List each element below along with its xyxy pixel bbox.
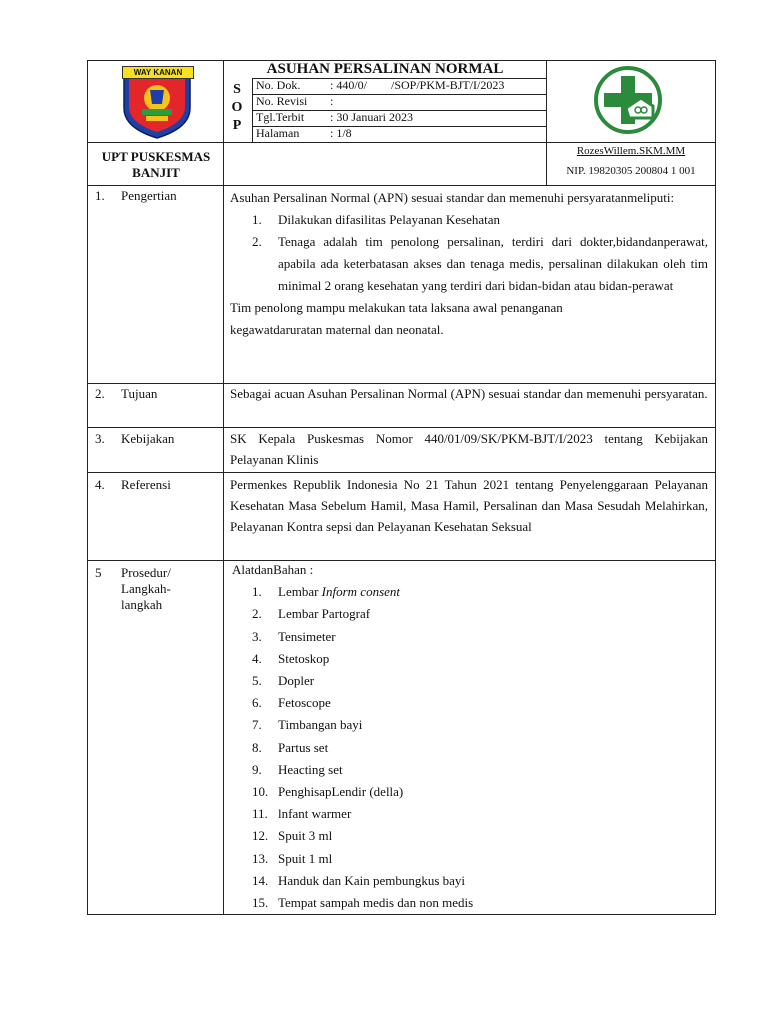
meta-label: No. Revisi (256, 94, 308, 108)
meta-value: : 30 Januari 2023 (330, 110, 413, 124)
list-item (252, 870, 706, 892)
section-content: Permenkes Republik Indonesia No 21 Tahun 2021 tentang Penyelenggaraan Pelayanan Kesehatan Masa Sebelum Hamil, Masa Hamil, Persalinan dan Masa Sesudah Melahirkan, Pelayanan Kontra sepsi dan Pelayanan Kesehatan Seksual (230, 477, 708, 534)
list-item-number: 3. (252, 628, 262, 644)
meta-value: : 440/0/ /SOP/PKM-BJT/I/2023 (330, 78, 505, 92)
list-item-number: 5. (252, 673, 262, 689)
meta-label: Halaman (256, 126, 300, 140)
meta-table (256, 78, 546, 142)
list-item (252, 759, 706, 781)
list-item-text: Timbangan bayi (278, 717, 363, 733)
list-item-number: 11. (252, 806, 268, 822)
list-item (252, 825, 706, 847)
list-item-number: 13. (252, 850, 269, 866)
list-item-number: 9. (252, 761, 262, 777)
list-item-text: Stetoskop (278, 650, 330, 666)
list-item-number: 8. (252, 739, 262, 755)
list-item (252, 648, 706, 670)
section-content: SK Kepala Puskesmas Nomor 440/01/09/SK/PKM-BJT/I/2023 tentang Kebijakan Pelayanan Klinis (230, 431, 708, 467)
section-label: Kebijakan (121, 431, 175, 446)
logo-banner-text: WAY KANAN (122, 66, 194, 79)
list-item (252, 692, 706, 714)
section-number: 2. (95, 386, 105, 401)
list-item (252, 670, 706, 692)
list-item-text: Tensimeter (278, 628, 336, 644)
list-item-number: 6. (252, 695, 262, 711)
puskesmas-logo (593, 64, 663, 136)
list-item (252, 848, 706, 870)
list-heading: AlatdanBahan : (232, 562, 314, 577)
list-item: 1. Dilakukan difasilitas Pelayanan Kesehatan (252, 212, 501, 227)
section-label: Referensi (121, 477, 171, 492)
list-item-number: 14. (252, 872, 269, 888)
list-item-text: Lembar Partograf (278, 606, 371, 622)
list-item-number: 15. (252, 895, 269, 911)
list-item-text: Tempat sampah medis dan non medis (278, 895, 474, 911)
list-item-text: Dilakukan difasilitas Pelayanan Kesehatan (278, 212, 501, 227)
list-item-text: Spuit 3 ml (278, 828, 333, 844)
list-item-italic-text: Inform consent (321, 584, 401, 600)
sop-letter: O (231, 100, 243, 115)
list-item-text: Fetoscope (278, 695, 331, 711)
signer-nip: NIP. 19820305 200804 1 001 (566, 165, 696, 177)
list-item (252, 737, 706, 759)
list-item-number: 4. (252, 650, 262, 666)
section-content (232, 559, 706, 914)
sop-letter: P (232, 118, 242, 133)
list-item-text: PenghisapLendir (della) (278, 784, 404, 800)
paragraph: Tim penolong mampu melakukan tata laksana awal penanganan kegawatdaruratan maternal dan neonatal. (230, 300, 563, 337)
sop-letter: S (233, 82, 241, 97)
section-content (230, 187, 708, 341)
list-item-text: Handuk dan Kain pembungkus bayi (278, 872, 466, 888)
list-item (252, 603, 706, 625)
list-item-text: Partus set (278, 739, 329, 755)
section-label: Pengertian (121, 188, 177, 203)
list-item-number: 2. (252, 606, 262, 622)
section-number: 1. (95, 188, 105, 203)
tools-list (252, 581, 706, 914)
meta-label: No. Dok. (256, 78, 301, 92)
signer-name: RozesWillem.SKM.MM (576, 145, 686, 157)
list-item: 2. Tenaga adalah tim penolong persalinan, terdiri dari dokter,bidandanperawat, apabila ada keterbatasan akses dan tenaga medis, persalinan dilakukan oleh tim minimal 2 orang kesehatan yang terdiri dari bidan-bidan atau bidan-perawat (252, 234, 708, 293)
list-item-number: 10. (252, 784, 269, 800)
list-item-text: Lembar (278, 584, 322, 600)
list-item (252, 714, 706, 736)
meta-value: : 1/8 (330, 126, 352, 140)
meta-label: Tgl.Terbit (256, 110, 305, 124)
paragraph: Asuhan Persalinan Normal (APN) sesuai standar dan memenuhi persyaratanmeliputi: (230, 190, 675, 205)
list-item-text: Heacting set (278, 761, 343, 777)
section-number: 3. (95, 431, 105, 446)
section-label: Tujuan (121, 386, 158, 401)
list-item-number: 12. (252, 828, 269, 844)
document-title: ASUHAN PERSALINAN NORMAL (266, 61, 504, 77)
list-item (252, 781, 706, 803)
way-kanan-logo (120, 64, 194, 140)
list-item (252, 581, 706, 603)
list-item-number: 7. (252, 717, 262, 733)
section-number: 4. (95, 477, 105, 492)
section-number: 5 (95, 565, 102, 580)
list-item (252, 803, 706, 825)
list-item-text: Dopler (278, 673, 315, 689)
section-content: Sebagai acuan Asuhan Persalinan Normal (APN) sesuai standar dan memenuhi persyaratan. (230, 386, 708, 401)
list-item (252, 626, 706, 648)
unit-name: UPT PUSKESMAS BANJIT (101, 149, 211, 180)
meta-value: : (330, 94, 334, 108)
requirements-list (252, 209, 708, 297)
list-item-text: Spuit 1 ml (278, 850, 333, 866)
list-item-number: 1. (252, 584, 262, 600)
list-item (252, 892, 706, 914)
list-item-text: lnfant warmer (278, 806, 352, 822)
section-label: Prosedur/ Langkah-langkah (121, 565, 171, 612)
list-item-text: Tenaga adalah tim penolong persalinan, terdiri dari dokter,bidandanperawat, apabila ada keterbatasan akses dan tenaga medis, persalinan dilakukan oleh tim minimal 2 orang kesehatan yang terdiri dari bidan-bidan atau bidan-perawat (278, 234, 708, 293)
sop-letters (226, 81, 250, 135)
